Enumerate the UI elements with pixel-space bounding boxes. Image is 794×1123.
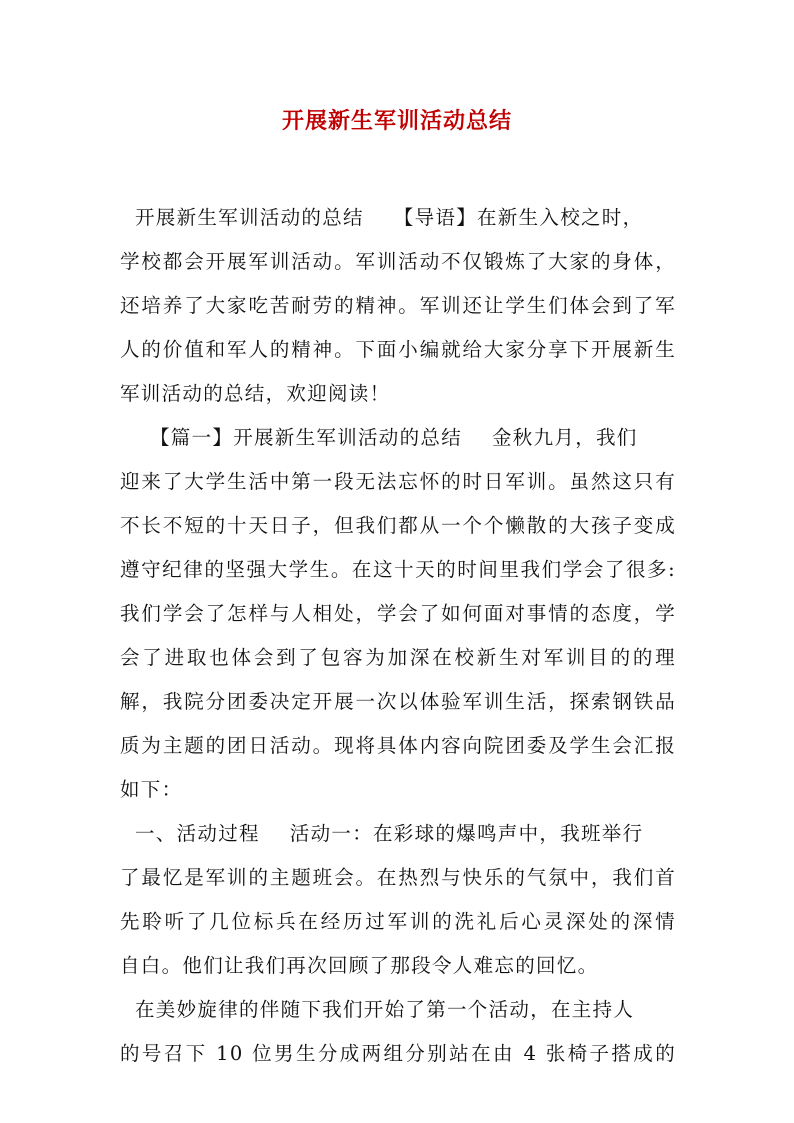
paragraph-line: 不长不短的十天日子，但我们都从一个个懒散的大孩子变成 xyxy=(120,514,676,537)
paragraph-line: 迎来了大学生活中第一段无法忘怀的时日军训。虽然这只有 xyxy=(120,470,676,493)
document-title: 开展新生军训活动总结 xyxy=(281,108,512,134)
paragraph-line: 【篇一】开展新生军训活动的总结 金秋九月，我们 xyxy=(120,426,638,449)
paragraph-line: 会了进取也体会到了包容为加深在校新生对军训目的的理 xyxy=(120,646,676,669)
paragraph-line: 在美妙旋律的伴随下我们开始了第一个活动，在主持人 xyxy=(120,998,635,1021)
paragraph-line: 人的价值和军人的精神。下面小编就给大家分享下开展新生 xyxy=(120,338,676,361)
paragraph-line: 如下： xyxy=(120,778,183,801)
paragraph-line: 了最忆是军训的主题班会。在热烈与快乐的气氛中，我们首 xyxy=(120,866,676,889)
paragraph-line: 解，我院分团委决定开展一次以体验军训生活，探索钢铁品 xyxy=(120,690,676,713)
paragraph-line: 的号召下 10 位男生分成两组分别站在由 4 张椅子搭成的 xyxy=(120,1042,676,1065)
paragraph-line: 学校都会开展军训活动。军训活动不仅锻炼了大家的身体， xyxy=(120,250,676,273)
paragraph-line: 遵守纪律的坚强大学生。在这十天的时间里我们学会了很多: xyxy=(120,558,676,581)
paragraph-line: 自白。他们让我们再次回顾了那段令人难忘的回忆。 xyxy=(120,954,599,977)
paragraph-line: 还培养了大家吃苦耐劳的精神。军训还让学生们体会到了军 xyxy=(120,294,676,317)
paragraph-line: 一、活动过程 活动一：在彩球的爆鸣声中，我班举行 xyxy=(120,822,644,845)
paragraph-line: 我们学会了怎样与人相处，学会了如何面对事情的态度，学 xyxy=(120,602,676,625)
paragraph-line: 质为主题的团日活动。现将具体内容向院团委及学生会汇报 xyxy=(120,734,676,757)
paragraph-line: 军训活动的总结，欢迎阅读！ xyxy=(120,382,391,405)
paragraph-line: 先聆听了几位标兵在经历过军训的洗礼后心灵深处的深情 xyxy=(120,910,676,933)
paragraph-line: 开展新生军训活动的总结 【导语】在新生入校之时， xyxy=(120,206,644,229)
